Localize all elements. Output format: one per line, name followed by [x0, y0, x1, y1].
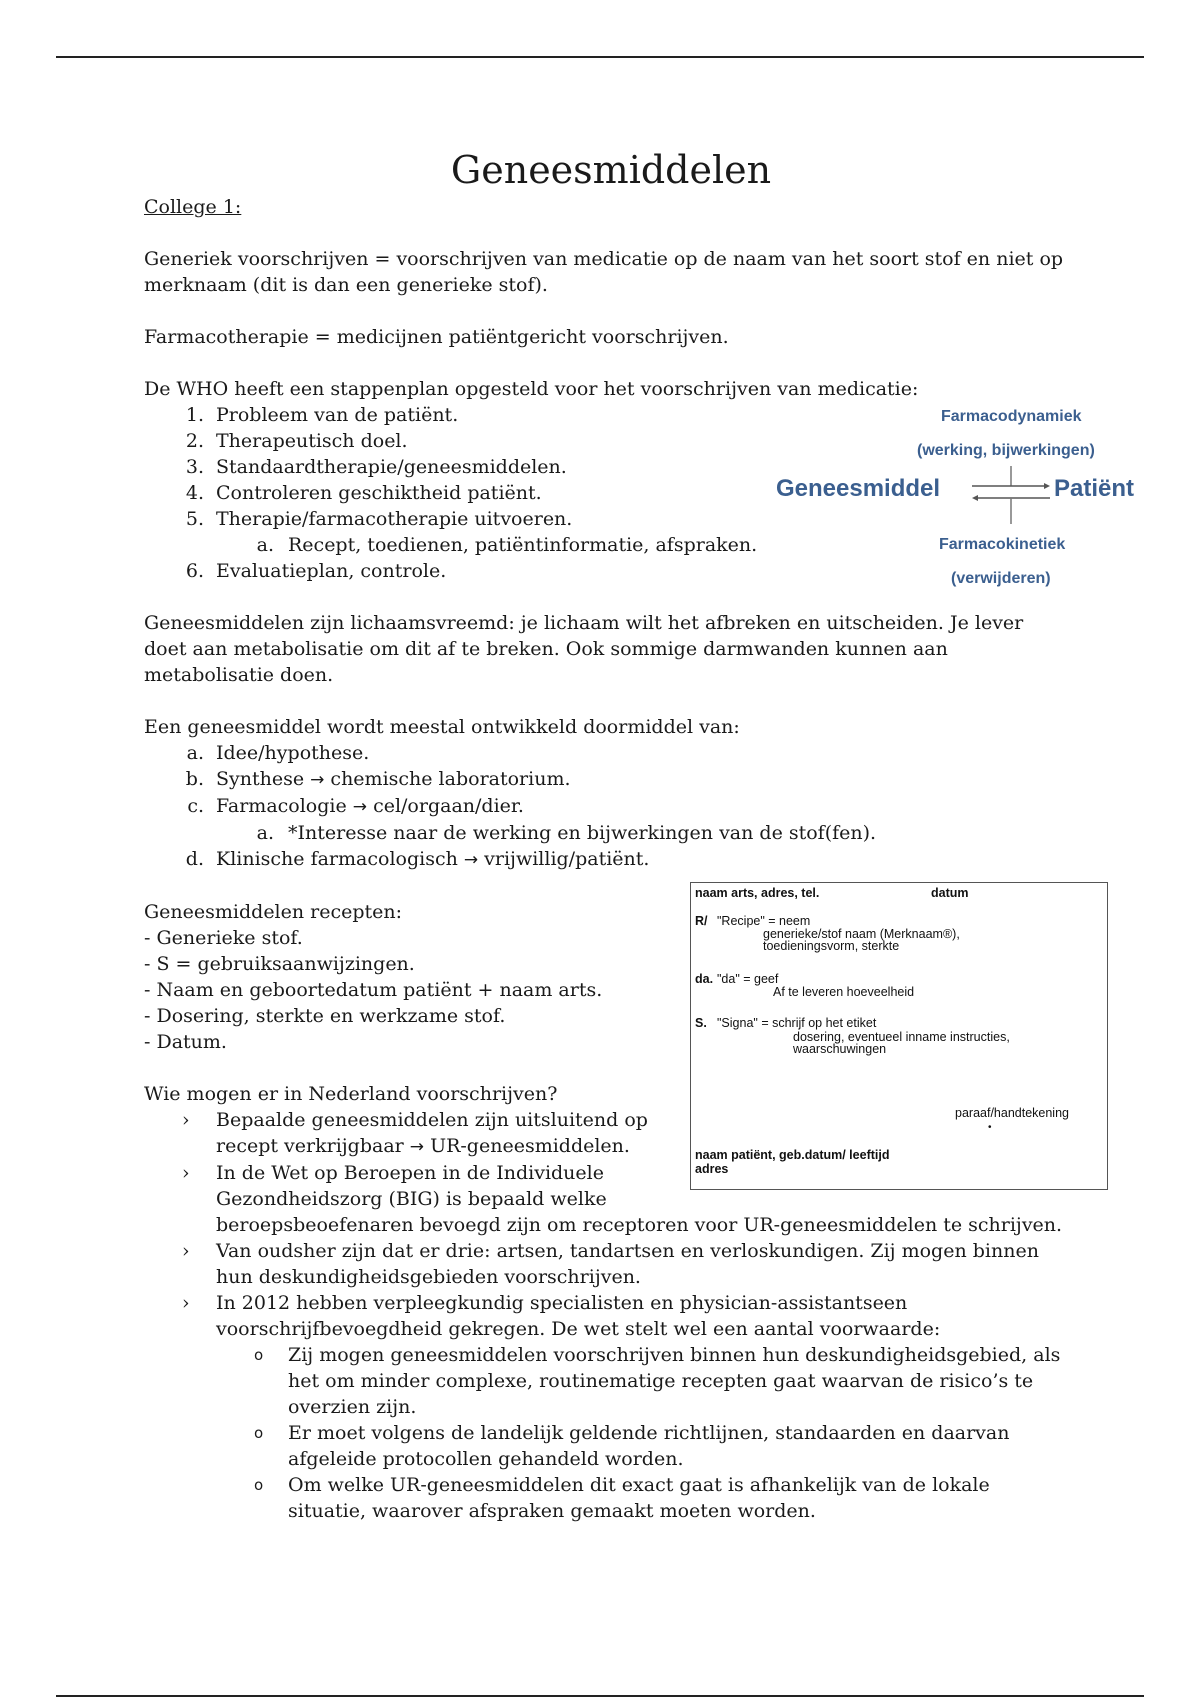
paragraph-lichaamsvreemd: Geneesmiddelen zijn lichaamsvreemd: je lichaam wilt het afbreken en uitscheiden. Je lever doet aan metabolisatie om dit af te breken. Ook sommige darmwanden kunnen aan metabolisatie doen. [144, 612, 1024, 686]
recepten-item: - Naam en geboortedatum patiënt + naam arts. [144, 979, 603, 1001]
rx-footer-adres: adres [695, 1162, 729, 1176]
signature-mark-icon: • [988, 1122, 992, 1133]
arrow-icon: → [310, 770, 325, 790]
rx-s-sub1: dosering, eventueel inname instructies, [793, 1030, 1010, 1044]
recepten-item: - S = gebruiksaanwijzingen. [144, 953, 415, 975]
list-item: d. Klinische farmacologisch → vrijwillig/patiënt. [185, 848, 650, 870]
diagram-label-farmacodynamiek: Farmacodynamiek [941, 408, 1082, 425]
diagram-label-farmacokinetiek: Farmacokinetiek [939, 536, 1066, 553]
chevron-right-icon: › [182, 1292, 190, 1314]
list-item: 6. Evaluatieplan, controle. [185, 560, 447, 582]
rx-r-text: "Recipe" = neem [717, 914, 811, 928]
list-item: a. Recept, toedienen, patiëntinformatie, afspraken. [256, 534, 758, 556]
prescription-example-box [690, 882, 1108, 1190]
list-item: 4. Controleren geschiktheid patiënt. [185, 482, 542, 504]
rx-header-right: datum [931, 886, 969, 900]
circle-bullet-icon: o [254, 1346, 264, 1364]
rx-r-label: R/ [695, 914, 708, 928]
college-heading: College 1: [144, 196, 242, 218]
rx-da-text: "da" = geef [717, 972, 779, 986]
list-item: a. Idee/hypothese. [186, 742, 370, 764]
list-item: › Van oudsher zijn dat er drie: artsen, tandartsen en verloskundigen. Zij mogen binnen hun deskundigheidsgebieden voorschrijven. [182, 1240, 1039, 1288]
list-item: 5. Therapie/farmacotherapie uitvoeren. [185, 508, 573, 530]
rx-s-text: "Signa" = schrijf op het etiket [717, 1016, 877, 1030]
diagram-label-werking: (werking, bijwerkingen) [917, 442, 1095, 459]
list-item: o Om welke UR-geneesmiddelen dit exact gaat is afhankelijk van de lokale situatie, waarover afspraken gemaakt moeten worden. [254, 1474, 990, 1522]
list-item: c. Farmacologie → cel/orgaan/dier. [187, 795, 524, 817]
ontwikkeld-intro: Een geneesmiddel wordt meestal ontwikkeld doormiddel van: [144, 716, 740, 738]
pharmacology-diagram [776, 404, 1146, 590]
circle-bullet-icon: o [254, 1476, 264, 1494]
arrow-icon: → [463, 850, 479, 870]
recepten-item: - Datum. [144, 1031, 227, 1053]
ontwikkeld-list [144, 740, 1064, 873]
rx-paraaf: paraaf/handtekening [955, 1106, 1069, 1120]
chevron-right-icon: › [182, 1162, 190, 1184]
recepten-item: - Generieke stof. [144, 927, 303, 949]
list-item: b. Synthese → chemische laboratorium. [185, 768, 571, 790]
recepten-intro: Geneesmiddelen recepten: [144, 901, 403, 923]
circle-bullet-icon: o [254, 1424, 264, 1442]
arrow-icon: → [409, 1137, 425, 1157]
rx-r-sub2: toedieningsvorm, sterkte [763, 939, 900, 953]
rx-header-left: naam arts, adres, tel. [695, 886, 820, 900]
bottom-rule [56, 1695, 1144, 1697]
diagram-arrows-icon [968, 466, 1054, 528]
list-item: 1. Probleem van de patiënt. [185, 404, 459, 426]
paragraph-generiek: Generiek voorschrijven = voorschrijven van medicatie op de naam van het soort stof en niet op merknaam (dit is dan een generieke stof). [144, 248, 1064, 296]
arrow-icon: → [352, 797, 368, 817]
rx-da-label: da. [695, 972, 714, 986]
wie-intro: Wie mogen er in Nederland voorschrijven? [144, 1083, 558, 1105]
page-title: Geneesmiddelen [450, 148, 772, 192]
list-item: 2. Therapeutisch doel. [185, 430, 408, 452]
paragraph-farmacotherapie: Farmacotherapie = medicijnen patiëntgericht voorschrijven. [144, 326, 729, 348]
diagram-label-verwijderen: (verwijderen) [951, 570, 1051, 587]
rx-da-sub: Af te leveren hoeveelheid [773, 985, 915, 999]
rx-r-sub1: generieke/stof naam (Merknaam®), [763, 927, 960, 941]
recepten-item: - Dosering, sterkte en werkzame stof. [144, 1005, 506, 1027]
list-item: 3. Standaardtherapie/geneesmiddelen. [185, 456, 567, 478]
chevron-right-icon: › [182, 1109, 190, 1131]
chevron-right-icon: › [182, 1240, 190, 1262]
list-item: › In de Wet op Beroepen in de Individuele Gezondheidszorg (BIG) is bepaald welke beroepsbeoefenaren bevoegd zijn om receptoren voor UR-geneesmiddelen te schrijven. [182, 1162, 1063, 1236]
list-item: › Bepaalde geneesmiddelen zijn uitsluitend op recept verkrijgbaar → UR-geneesmiddelen. [182, 1109, 648, 1157]
rx-s-label: S. [695, 1016, 707, 1030]
diagram-label-patient: Patiënt [1054, 475, 1135, 502]
diagram-label-geneesmiddel: Geneesmiddel [776, 475, 941, 502]
document-body [144, 146, 1064, 1524]
who-intro: De WHO heeft een stappenplan opgesteld voor het voorschrijven van medicatie: [144, 378, 919, 400]
list-item: o Er moet volgens de landelijk geldende richtlijnen, standaarden en daarvan afgeleide protocollen gehandeld worden. [254, 1422, 1010, 1470]
top-rule [56, 56, 1144, 58]
rx-footer-patient: naam patiënt, geb.datum/ leeftijd [695, 1148, 890, 1162]
list-item: a. *Interesse naar de werking en bijwerkingen van de stof(fen). [256, 822, 877, 844]
rx-s-sub2: waarschuwingen [793, 1042, 887, 1056]
list-item: › In 2012 hebben verpleegkundig specialisten en physician-assistantseen voorschrijfbevoegdheid gekregen. De wet stelt wel een aantal voorwaarde: [182, 1292, 941, 1340]
list-item: o Zij mogen geneesmiddelen voorschrijven binnen hun deskundigheidsgebied, als het om minder complexe, routinematige recepten gaat waarvan de risico’s te overzien zijn. [254, 1344, 1061, 1418]
